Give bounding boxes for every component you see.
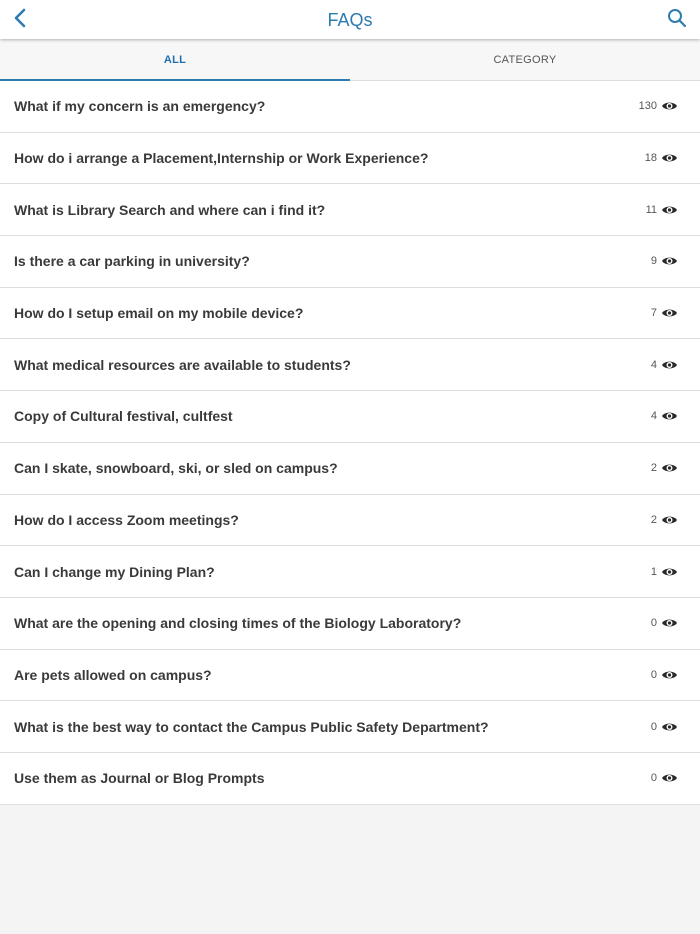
faq-list-item[interactable] [0,598,700,650]
view-count-number: 0 [650,720,657,733]
view-count [651,359,678,371]
view-count-number: 2 [650,513,657,526]
page-title: FAQs [327,10,373,30]
eye-icon [661,100,678,112]
faq-question: Are pets allowed on campus? [14,666,212,683]
view-count-number: 4 [650,358,657,371]
faq-list-item[interactable] [0,391,700,443]
view-count [651,307,678,319]
view-count [651,721,678,733]
faq-list-item[interactable] [0,81,700,133]
view-count [651,410,678,422]
eye-icon [661,359,678,371]
view-count-number: 18 [644,152,657,165]
view-count [645,152,678,164]
faq-question: How do I access Zoom meetings? [14,511,239,528]
view-count-number: 11 [645,203,657,216]
tab-all[interactable]: ALL [0,39,350,80]
view-count-number: 7 [650,307,657,320]
view-count-number: 0 [650,668,657,681]
view-count [651,772,678,784]
faq-list-item[interactable] [0,753,700,805]
eye-icon [661,514,678,526]
view-count [646,204,678,216]
faq-list-item[interactable] [0,701,700,753]
faq-list-item[interactable] [0,495,700,547]
view-count-number: 2 [650,462,657,475]
faq-list-item[interactable] [0,236,700,288]
faq-list-item[interactable] [0,650,700,702]
faq-question: What is the best way to contact the Campus Public Safety Department? [14,718,489,735]
eye-icon [661,566,678,578]
view-count [639,100,678,112]
eye-icon [661,307,678,319]
view-count-number: 9 [650,255,657,268]
view-count [651,669,678,681]
eye-icon [661,204,678,216]
faq-question: Is there a car parking in university? [14,253,250,270]
view-count [651,462,678,474]
view-count [651,514,678,526]
eye-icon [661,669,678,681]
view-count-number: 0 [650,617,657,630]
faq-list-item[interactable] [0,288,700,340]
faq-question: Can I change my Dining Plan? [14,563,215,580]
faq-list-item[interactable] [0,443,700,495]
eye-icon [661,255,678,267]
app-header [0,0,700,39]
faq-question: How do i arrange a Placement,Internship or Work Experience? [14,150,429,167]
faq-question: What is Library Search and where can i find it? [14,201,326,218]
faq-list-item[interactable] [0,133,700,185]
view-count-number: 1 [650,565,657,578]
view-count-number: 0 [650,772,657,785]
search-icon [667,8,687,33]
search-button[interactable] [662,4,692,36]
faq-list [0,81,700,805]
faq-question: What are the opening and closing times of the Biology Laboratory? [14,615,462,632]
faq-list-item[interactable] [0,184,700,236]
view-count [651,617,678,629]
view-count-number: 130 [638,100,657,113]
tab-category[interactable]: CATEGORY [493,53,557,66]
faq-question: Can I skate, snowboard, ski, or sled on campus? [14,460,338,477]
faq-question: Copy of Cultural festival, cultfest [14,408,233,425]
tab-bar [0,39,700,81]
faq-list-item[interactable] [0,546,700,598]
view-count [651,566,678,578]
eye-icon [661,410,678,422]
faq-question: How do I setup email on my mobile device? [14,305,304,322]
eye-icon [661,617,678,629]
faq-question: Use them as Journal or Blog Prompts [14,770,265,787]
eye-icon [661,772,678,784]
faq-question: What if my concern is an emergency? [14,98,266,115]
eye-icon [661,152,678,164]
view-count-number: 4 [650,410,657,423]
view-count [651,255,678,267]
eye-icon [661,721,678,733]
faq-list-item[interactable] [0,339,700,391]
faq-question: What medical resources are available to students? [14,356,351,373]
eye-icon [661,462,678,474]
